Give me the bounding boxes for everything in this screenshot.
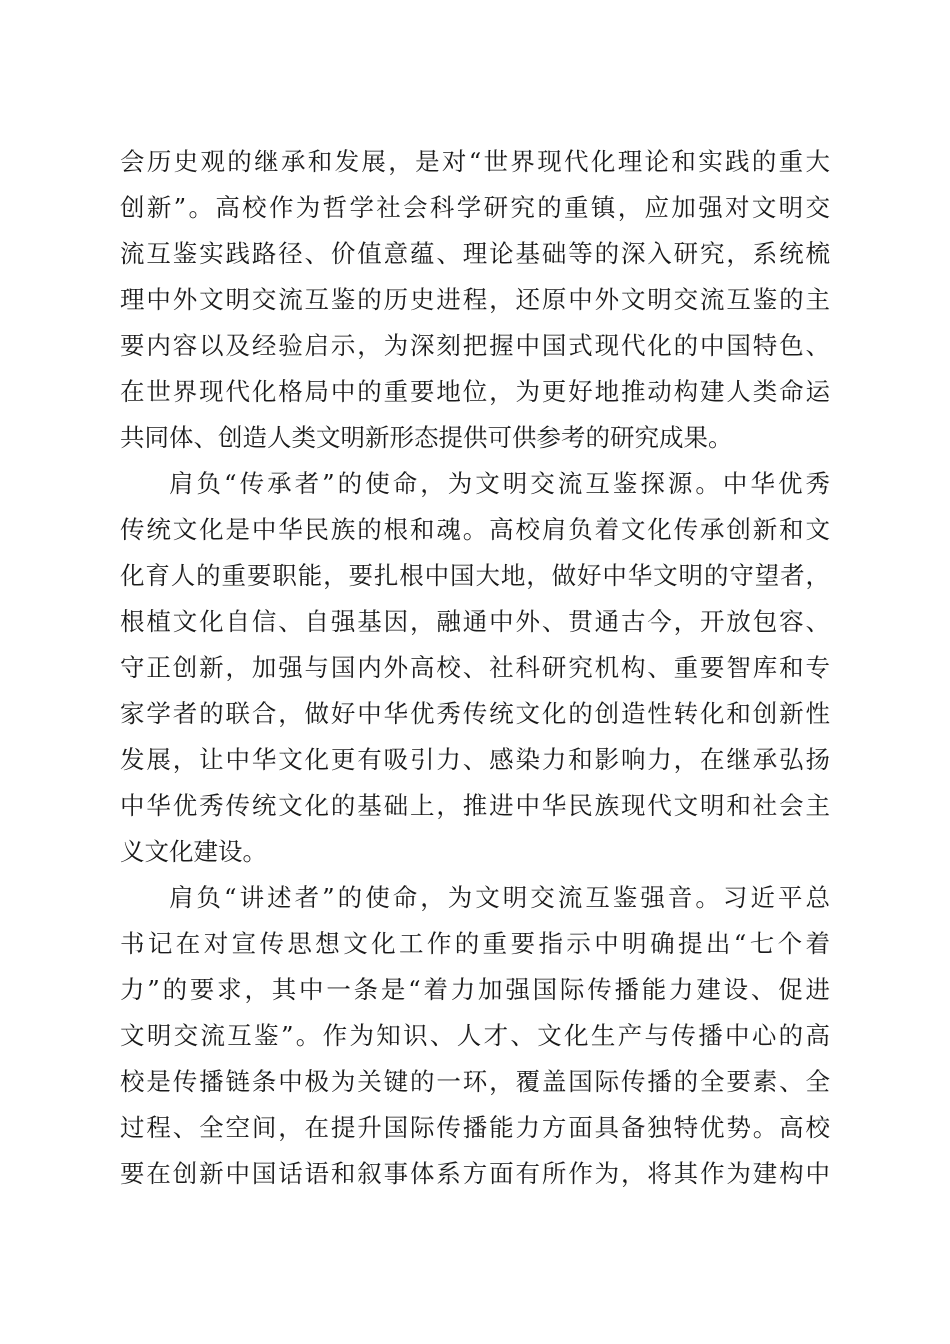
paragraph-3	[120, 875, 830, 1197]
text-line: 守正创新，加强与国内外高校、社科研究机构、重要智库和专	[120, 653, 830, 682]
text-line: 文明交流互鉴”。作为知识、人才、文化生产与传播中心的高	[120, 1021, 830, 1050]
text-line: 创新”。高校作为哲学社会科学研究的重镇，应加强对文明交	[120, 193, 830, 222]
text-line: 肩负“传承者”的使命，为文明交流互鉴探源。中华优秀	[169, 469, 830, 498]
text-line: 根植文化自信、自强基因，融通中外、贯通古今，开放包容、	[120, 607, 830, 636]
text-line: 要内容以及经验启示，为深刻把握中国式现代化的中国特色、	[120, 331, 830, 360]
text-line: 共同体、创造人类文明新形态提供可供参考的研究成果。	[120, 423, 733, 452]
text-line: 中华优秀传统文化的基础上，推进中华民族现代文明和社会主	[120, 791, 830, 820]
text-line: 要在创新中国话语和叙事体系方面有所作为，将其作为建构中	[120, 1159, 830, 1188]
text-line: 流互鉴实践路径、价值意蕴、理论基础等的深入研究，系统梳	[120, 239, 830, 268]
text-line: 会历史观的继承和发展，是对“世界现代化理论和实践的重大	[120, 147, 830, 176]
text-line: 理中外文明交流互鉴的历史进程，还原中外文明交流互鉴的主	[120, 285, 830, 314]
text-line: 力”的要求，其中一条是“着力加强国际传播能力建设、促进	[120, 975, 830, 1004]
text-line: 发展，让中华文化更有吸引力、感染力和影响力，在继承弘扬	[120, 745, 830, 774]
text-line: 义文化建设。	[120, 837, 267, 866]
text-line: 传统文化是中华民族的根和魂。高校肩负着文化传承创新和文	[120, 515, 830, 544]
paragraph-2	[120, 461, 830, 875]
paragraph-1	[120, 139, 830, 461]
text-line: 肩负“讲述者”的使命，为文明交流互鉴强音。习近平总	[169, 883, 830, 912]
text-line: 在世界现代化格局中的重要地位，为更好地推动构建人类命运	[120, 377, 830, 406]
text-line: 化育人的重要职能，要扎根中国大地，做好中华文明的守望者，	[120, 561, 830, 590]
text-line: 家学者的联合，做好中华优秀传统文化的创造性转化和创新性	[120, 699, 830, 728]
text-line: 过程、全空间，在提升国际传播能力方面具备独特优势。高校	[120, 1113, 830, 1142]
text-line: 校是传播链条中极为关键的一环，覆盖国际传播的全要素、全	[120, 1067, 830, 1096]
text-line: 书记在对宣传思想文化工作的重要指示中明确提出“七个着	[120, 929, 830, 958]
document-body	[120, 139, 830, 1197]
